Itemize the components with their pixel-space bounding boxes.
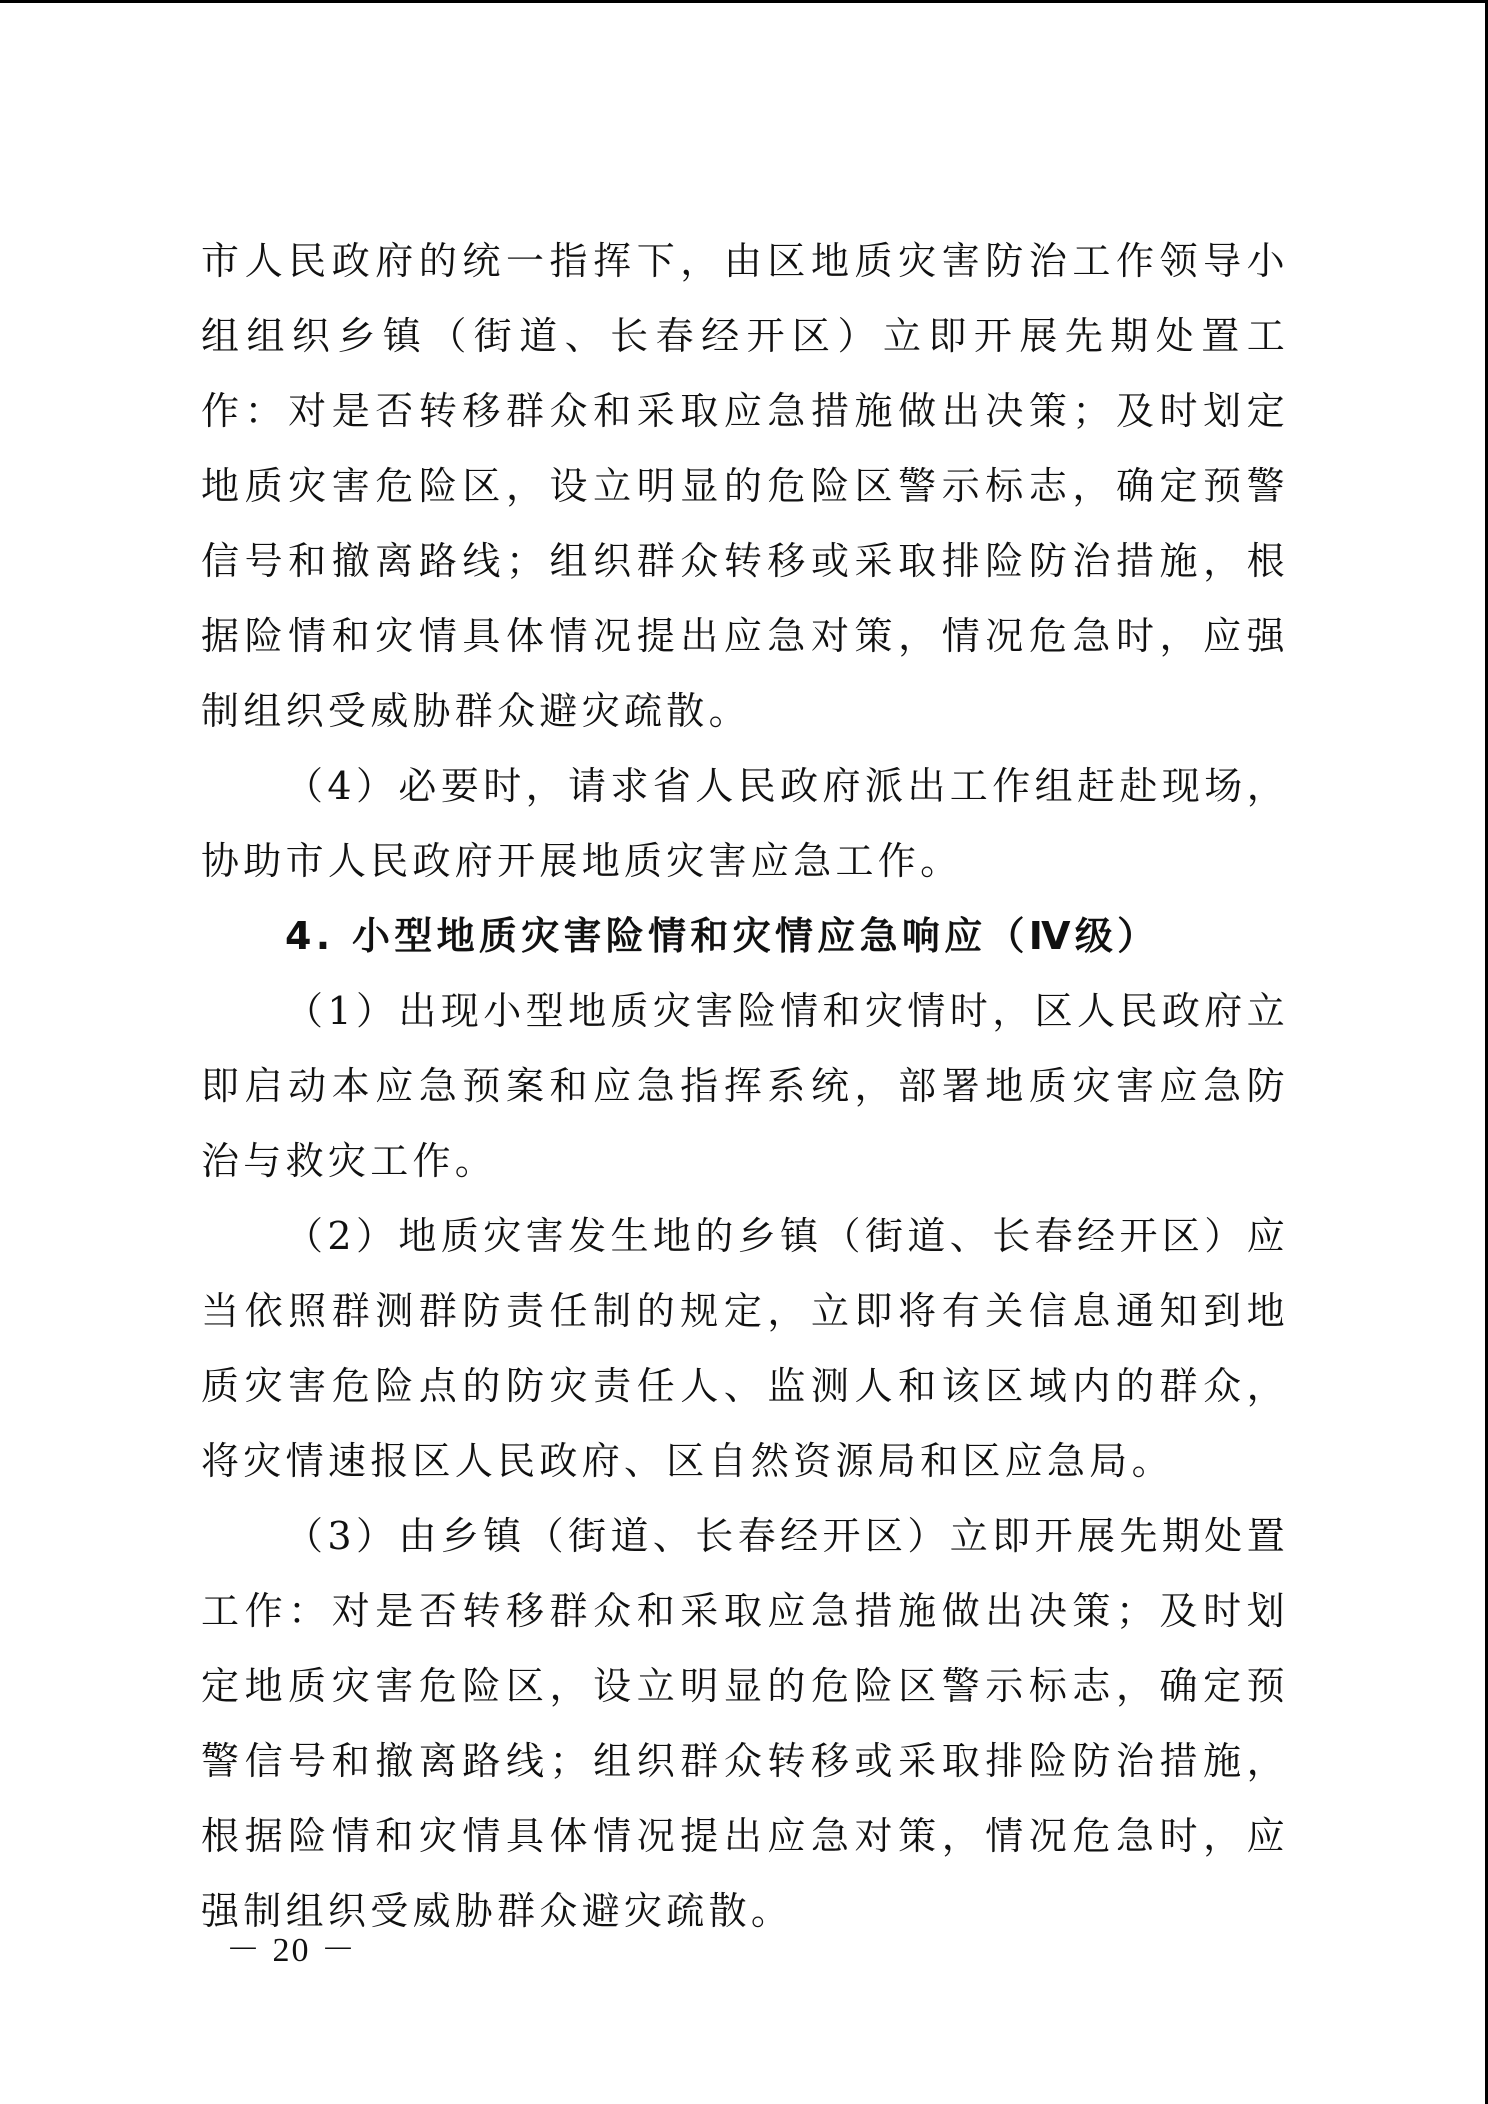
paragraph-item-3: （3）由乡镇（街道、长春经开区）立即开展先期处置工作：对是否转移群众和采取应急措施做出决策；及时划定地质灾害危险区，设立明显的危险区警示标志，确定预警信号和撤离路线；组织群众转移或采取排险防治措施，根据险情和灾情具体情况提出应急对策，情况危急时，应强制组织受威胁群众避灾疏散。 bbox=[201, 1514, 1289, 1933]
paragraph-continuation: 市人民政府的统一指挥下，由区地质灾害防治工作领导小组组织乡镇（街道、长春经开区）立即开展先期处置工作：对是否转移群众和采取应急措施做出决策；及时划定地质灾害危险区，设立明显的危险区警示标志，确定预警信号和撤离路线；组织群众转移或采取排险防治措施，根据险情和灾情具体情况提出应急对策，情况危急时，应强制组织受威胁群众避灾疏散。 bbox=[201, 239, 1289, 733]
paragraph-item-1: （1）出现小型地质灾害险情和灾情时，区人民政府立即启动本应急预案和应急指挥系统，部署地质灾害应急防治与救灾工作。 bbox=[201, 989, 1289, 1183]
page-number: － 20 － bbox=[226, 1932, 357, 1969]
section-heading-level-iv: 4. 小型地质灾害险情和灾情应急响应（Ⅳ级） bbox=[285, 914, 1160, 958]
paragraph-item-2: （2）地质灾害发生地的乡镇（街道、长春经开区）应当依照群测群防责任制的规定，立即将有关信息通知到地质灾害危险点的防灾责任人、监测人和该区域内的群众，将灾情速报区人民政府、区自然资源局和区应急局。 bbox=[201, 1214, 1289, 1483]
top-border-line bbox=[0, 0, 1488, 3]
document-body bbox=[201, 224, 1289, 1949]
paragraph-item-4: （4）必要时，请求省人民政府派出工作组赶赴现场，协助市人民政府开展地质灾害应急工作。 bbox=[201, 764, 1289, 883]
